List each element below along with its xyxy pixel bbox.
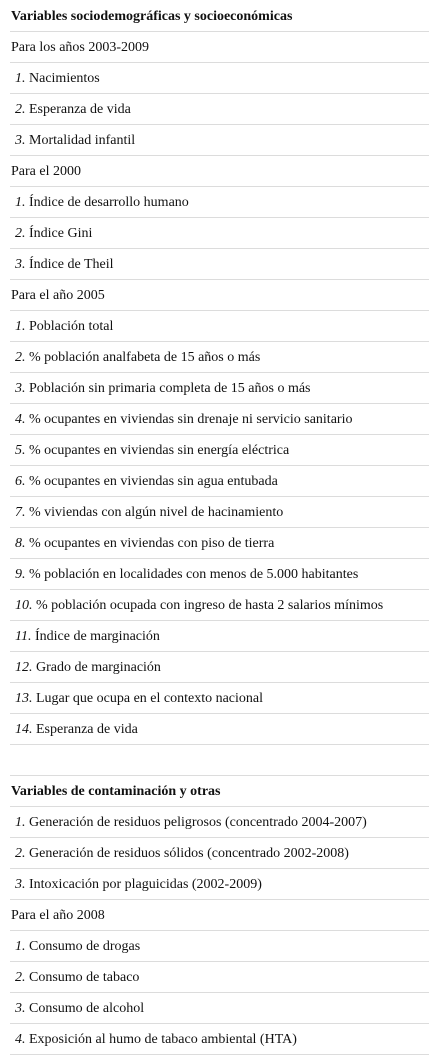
item-text: Consumo de alcohol	[29, 1001, 145, 1016]
item-number: 7.	[15, 505, 26, 520]
item-text: Índice de Theil	[29, 257, 114, 272]
item-text: Índice de desarrollo humano	[29, 195, 189, 210]
item-number: 8.	[15, 536, 26, 551]
table-row	[10, 528, 429, 559]
table-row	[10, 63, 429, 94]
table-row	[10, 807, 429, 838]
table-row	[10, 683, 429, 714]
item-text: Mortalidad infantil	[29, 133, 136, 148]
item-text: % población ocupada con ingreso de hasta 2 salarios mínimos	[36, 598, 384, 613]
item-number: 1.	[15, 815, 26, 830]
section-label: Para el año 2005	[10, 280, 429, 311]
item-number: 1.	[15, 195, 26, 210]
item-number: 5.	[15, 443, 26, 458]
item-number: 11.	[15, 629, 32, 644]
item-text: Esperanza de vida	[29, 102, 131, 117]
item-text: Generación de residuos peligrosos (concentrado 2004-2007)	[29, 815, 367, 830]
item-number: 1.	[15, 319, 26, 334]
item-text: Población total	[29, 319, 114, 334]
item-text: Esperanza de vida	[36, 722, 138, 737]
table-row	[10, 869, 429, 900]
table-row	[10, 311, 429, 342]
item-number: 3.	[15, 133, 26, 148]
item-text: % ocupantes en viviendas con piso de tierra	[29, 536, 275, 551]
table-row	[10, 652, 429, 683]
variables-table	[10, 2, 429, 1055]
item-text: % población en localidades con menos de 5.000 habitantes	[29, 567, 359, 582]
item-text: % viviendas con algún nivel de hacinamiento	[29, 505, 284, 520]
item-number: 3.	[15, 877, 26, 892]
item-text: Consumo de tabaco	[29, 970, 140, 985]
table-row	[10, 714, 429, 745]
table-row	[10, 249, 429, 280]
item-text: Generación de residuos sólidos (concentrado 2002-2008)	[29, 846, 349, 861]
section-label: Para el 2000	[10, 156, 429, 187]
table-row	[10, 993, 429, 1024]
item-text: Exposición al humo de tabaco ambiental (HTA)	[29, 1032, 297, 1047]
table-row	[10, 931, 429, 962]
item-text: Población sin primaria completa de 15 años o más	[29, 381, 311, 396]
item-number: 12.	[15, 660, 33, 675]
table-row	[10, 1024, 429, 1055]
item-number: 2.	[15, 846, 26, 861]
item-number: 1.	[15, 71, 26, 86]
item-number: 14.	[15, 722, 33, 737]
item-number: 1.	[15, 939, 26, 954]
table-row	[10, 838, 429, 869]
item-text: % ocupantes en viviendas sin energía eléctrica	[29, 443, 290, 458]
item-number: 3.	[15, 257, 26, 272]
table-row	[10, 373, 429, 404]
item-number: 2.	[15, 350, 26, 365]
table-row	[10, 466, 429, 497]
item-number: 3.	[15, 1001, 26, 1016]
item-text: % ocupantes en viviendas sin agua entubada	[29, 474, 278, 489]
item-text: % población analfabeta de 15 años o más	[29, 350, 261, 365]
item-text: Lugar que ocupa en el contexto nacional	[36, 691, 264, 706]
item-text: Intoxicación por plaguicidas (2002-2009)	[29, 877, 262, 892]
item-number: 2.	[15, 970, 26, 985]
blank-row	[10, 745, 429, 776]
item-text: Índice de marginación	[34, 629, 160, 644]
table-row	[10, 559, 429, 590]
table-row	[10, 497, 429, 528]
table-row	[10, 342, 429, 373]
group-header: Variables sociodemográficas y socioeconómicas	[10, 2, 429, 32]
table-row	[10, 187, 429, 218]
group-header: Variables de contaminación y otras	[10, 776, 429, 807]
item-number: 2.	[15, 102, 26, 117]
item-number: 4.	[15, 1032, 26, 1047]
item-number: 13.	[15, 691, 33, 706]
item-text: % ocupantes en viviendas sin drenaje ni servicio sanitario	[29, 412, 353, 427]
table-row	[10, 125, 429, 156]
table-row	[10, 218, 429, 249]
item-number: 9.	[15, 567, 26, 582]
table-row	[10, 962, 429, 993]
item-number: 4.	[15, 412, 26, 427]
table-row	[10, 404, 429, 435]
item-number: 10.	[15, 598, 33, 613]
table-row	[10, 94, 429, 125]
item-text: Índice Gini	[29, 226, 93, 241]
table-row	[10, 435, 429, 466]
table-row	[10, 590, 429, 621]
item-number: 6.	[15, 474, 26, 489]
table-row	[10, 621, 429, 652]
item-text: Consumo de drogas	[29, 939, 141, 954]
item-number: 2.	[15, 226, 26, 241]
section-label: Para el año 2008	[10, 900, 429, 931]
item-text: Grado de marginación	[36, 660, 161, 675]
item-text: Nacimientos	[29, 71, 100, 86]
item-number: 3.	[15, 381, 26, 396]
section-label: Para los años 2003-2009	[10, 32, 429, 63]
